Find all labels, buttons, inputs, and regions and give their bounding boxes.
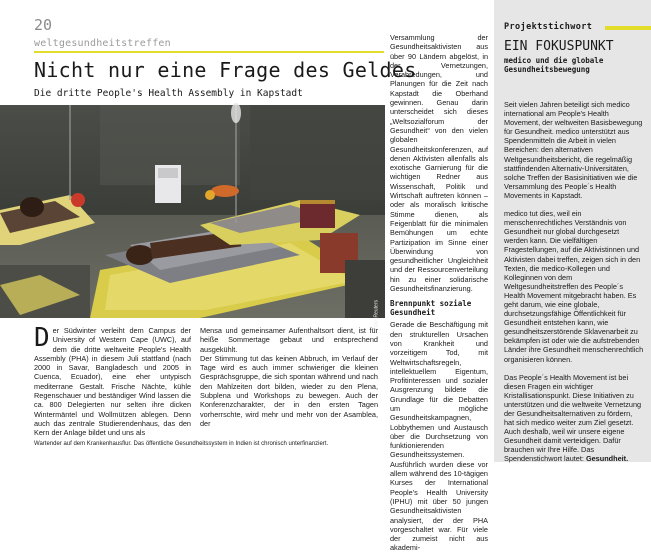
drop-cap: D — [34, 323, 50, 353]
sidebar-paragraph-3-text: Das People´s Health Movement ist bei diesen Fragen ein wichtiger Kristallisationspunkt. Diese Initiativen zu unterstützen und die weltweite Vernetzung der Gesundheitsalternativen zu fördern, hat sich medico weiter zum Ziel gesetzt. Auch deshalb, weil wir unsere eigene Gesundheit damit verteidigen. Dafür brauchen wir Ihre Hilfe. Das Spendenstichwort lautet: — [504, 372, 642, 464]
column-3-text-2: Gerade die Beschäftigung mit den strukturellen Ursachen von Krankheit und vorzeitigem Tod, mit Weltwirtschaftsregeln, intellektuellem Eigentum, Profitinteressen und sozialer Ausgrenzung bildete die Grundlage für die Debatten um mögliche Gesundheitskampagnen, Lobbythemen und Austausch über die Durchsetzung von funktionierenden Gesundheitssystemen. Ausführlich wurden diese vor allem während des 10-tägigen Kurses der International People's Health University (IPHU) mit über 50 jungen Gesundheitsaktivisten analysiert, der der PHA vorgeschaltet war. Für viele der zumeist nicht aus akademi- — [390, 320, 488, 553]
section-tag: weltgesundheitstreffen — [34, 38, 171, 49]
column-3-text: Versammlung der Gesundheitsaktivisten aus über 90 Ländern abgelöst, in der Vernetzungen, Verabredungen, und Planungen für die Zeit nach Kapstadt die Oberhand gewinnen. Genau darin unterscheidet sich dieses „Weltsozialforum der Gesundheit“ von den vielen globalen Gesundheitskonferenzen, auf denen Aktivisten allenfalls als exotische Garnierung für die wichtigen Redner aus Wissenschaft, Politik und Wirtschaft auftreten können – oder als moralisch kritische Stimme dienen, als Feigenblatt für die minimalen Bemühungen um echte Partizipation im Sinne einer Überwindung von gesundheitlicher Ungleichheit und der Ressourcenverteilung hin zu einer solidarische Gesundheitsfinanzierung. — [390, 33, 488, 294]
article-column-2 — [200, 326, 378, 428]
sidebar-paragraph-2: medico tut dies, weil ein menschenrechtliches Verständnis von Gesundheit nur global durchgesetzt werden kann. Die vielfältigen Fragestellungen, auf die Aktivistinnen und Aktivisten dabei treffen, zeigen sich in den Texten, die medico-Kollegen und Kolleginnen von dem Weltgesundheitstreffen des People´s Health Movement mitgebracht haben. Es geht darum, wie eine globale, durchsetzungsfähige Öffentlichkeit für Gesundheit entstehen kann, wie gesundheitszerstörende Sklavenarbeit zu bekämpfen ist oder wie die aufstrebenden Länder ihre Gesundheit menschenrechtlich organisieren können. — [504, 209, 644, 364]
column-3-subhead: Brennpunkt soziale Gesundheit — [390, 299, 472, 318]
section-rule — [34, 51, 384, 53]
photo-credit: Foto: Reuters — [373, 300, 379, 331]
sidebar-subtitle: medico und die globale Gesundheitsbewegung — [504, 56, 604, 74]
photo-caption: Wartender auf dem Krankenhausflur. Das öffentliche Gesundheitssystem in Indien ist chronisch unterfinanziert. — [34, 441, 329, 447]
article-column-3 — [390, 33, 488, 553]
sidebar-body — [504, 100, 644, 473]
sidebar-accent-rule — [605, 26, 651, 30]
sidebar-paragraph-3 — [504, 373, 644, 464]
subtitle: Die dritte People's Health Assembly in Kapstadt — [34, 88, 303, 99]
page-number: 20 — [34, 16, 53, 34]
sidebar-paragraph-1: Seit vielen Jahren beteiligt sich medico international am People's Health Movement, der weltweiten Basisbewegung für Gesundheit. medico unterstützt aus Spendenmitteln die Arbeit in vielen Bereichen: den alternativen Weltgesundheitsbericht, die regelmäßig stattfindenden Alternativ-Universitäten, solche Treffen der Basisinitiativen wie die Versammlung des People´s Health Movements in Kapstadt. — [504, 100, 643, 200]
article-column-1 — [34, 323, 191, 438]
sidebar-box — [494, 0, 651, 462]
headline: Nicht nur eine Frage des Geldes — [34, 58, 417, 82]
sidebar-title: EIN FOKUSPUNKT — [504, 39, 614, 54]
sidebar-keyword: Gesundheit. — [585, 454, 629, 464]
article-photo — [0, 105, 385, 331]
column-2-text: Mensa und gemeinsamer Aufenthaltsort dient, ist für heiße Sommertage gebaut und entsprechend ausgekühlt. Der Stimmung tut das keinen Abbruch, im Verlauf der Tage wird es auch immer schwieriger die kleinen Gesprächsgruppe, die sich spontan während und nach den Mahlzeiten dort bilden, wieder zu den Plena, Subplena und Workshops zu bewegen. Auch der Konferenzcharakter, der in den ersten Tagen vorherrschte, wird mehr und mehr von der Asamblea, der — [200, 326, 378, 428]
column-1-text: er Südwinter verleiht dem Campus der University of Western Cape (UWC), auf dem die dritte weltweite People's Health Assembly (PHA) in diesem Juli stattfand (nach 2000 in Savar, Bangladesch und 2005 in Cuenca, Ecuador), eine eher untypisch mediterrane Gestalt. Frische Nächte, kühle Regenschauer und beständiger Wind lassen die ca. 800 Delegierten nur selten ihre dicken Wintermäntel und Wollmützen ablegen. Denn auch das zentrale Studierendenhaus, das den Kern der Anlage bildet und uns als — [34, 326, 191, 438]
sidebar-label: Projektstichwort — [504, 22, 593, 32]
